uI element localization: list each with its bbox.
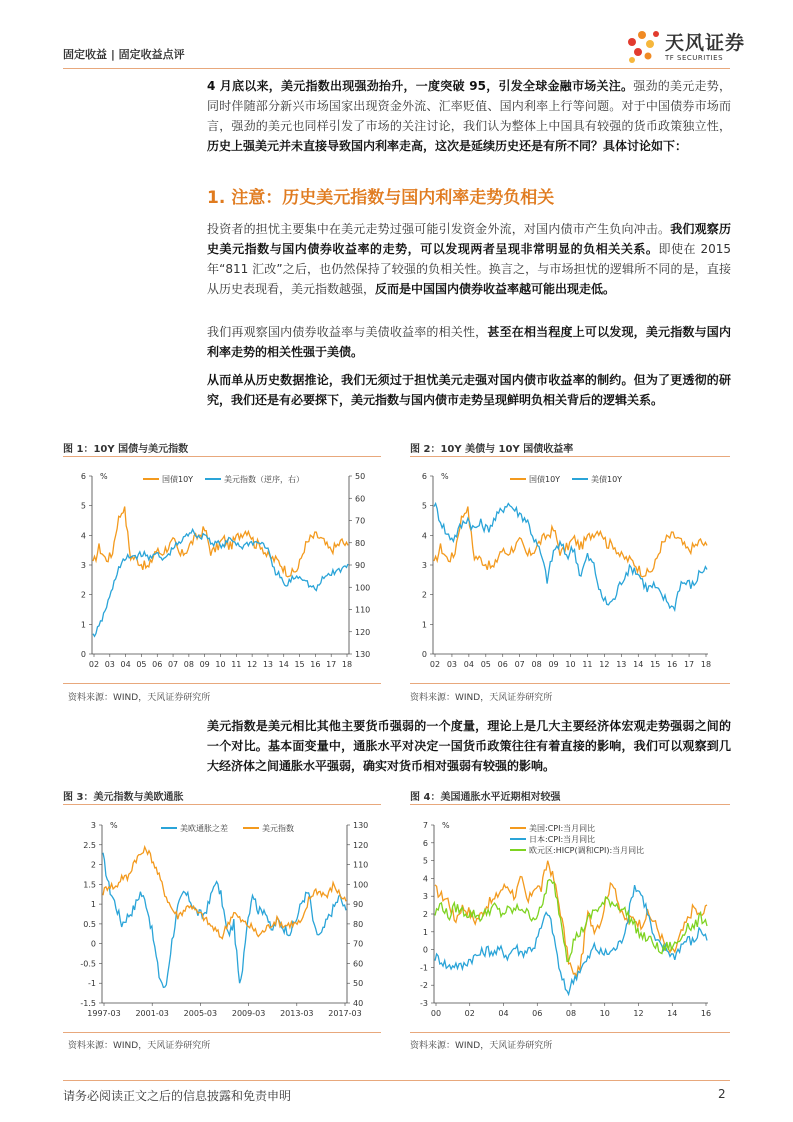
x-tick-label: 08 [183, 660, 194, 669]
footer-divider [63, 1080, 730, 1081]
x-tick-label: 00 [430, 1009, 442, 1018]
y-right-tick-label: 90 [353, 900, 364, 910]
legend-label-0: 国债10Y [529, 475, 561, 484]
fig2-title-line [410, 456, 730, 457]
x-tick-label: 09 [199, 660, 210, 669]
y-tick-label: 0 [80, 650, 86, 659]
y-tick-label: 4 [421, 531, 427, 541]
p2-text-1: 投资者的担忧主要集中在美元走势过强可能引发资金外流，对国内债市产生负向冲击。 [207, 222, 671, 236]
intro-text-1: 强劲的美元走势，同时伴随部分新兴市场国家出现资金外流、汇率贬值、国内利率上行等问题。对于中国债券市场而言，强劲的美元也同样引发了市场的关注讨论，我们认为整体上中国具有较强的货币政策独立性， [207, 79, 731, 133]
y-tick-label: 2.5 [83, 840, 96, 850]
x-tick-label: 07 [167, 660, 179, 669]
paragraph-2 [207, 219, 731, 299]
paragraph-3 [207, 322, 731, 362]
fig3-title-line [63, 804, 381, 805]
y-tick-label: 3 [90, 821, 96, 830]
x-tick-label: 08 [565, 1009, 577, 1018]
y-right-tick-label: 100 [355, 583, 371, 593]
y-right-tick-label: 120 [355, 627, 371, 637]
y-right-tick-label: 50 [353, 979, 364, 989]
y-right-tick-label: 80 [355, 538, 366, 548]
series-line-0 [434, 507, 707, 577]
y-right-tick-label: 130 [353, 821, 369, 830]
x-tick-label: 18 [341, 660, 353, 669]
x-tick-label: 12 [633, 1009, 644, 1018]
fig4-bottom-line [410, 1032, 730, 1033]
y-tick-label: -2 [420, 981, 428, 991]
x-tick-label: 06 [152, 660, 163, 669]
footer-disclaimer: 请务必阅读正文之后的信息披露和免责申明 [63, 1089, 292, 1103]
y-tick-label: 3 [80, 561, 86, 570]
y-right-tick-label: 110 [353, 860, 369, 870]
y-tick-label: -0.5 [80, 959, 96, 969]
y-tick-label: 2 [90, 860, 96, 870]
intro-bold-1: 4 月底以来，美元指数出现强劲抬升，一度突破 95，引发全球金融市场关注。 [207, 79, 634, 93]
fig2-bottom-line [410, 683, 730, 684]
y-tick-label: 3 [421, 561, 427, 570]
header-section-label: 固定收益 | 固定收益点评 [63, 48, 185, 61]
intro-bold-2: 历史上强美元并未直接导致国内利率走高，这次是延续历史还是有所不同？具体讨论如下： [207, 139, 688, 153]
fig3-chart [63, 808, 381, 1026]
y-unit-label: % [100, 472, 108, 481]
fig3-source: 资料来源：WIND，天风证券研究所 [68, 1041, 211, 1051]
y-tick-label: 4 [80, 531, 86, 541]
y-unit-label: % [110, 821, 118, 830]
legend-label-1: 美元指数 [262, 824, 294, 833]
y-tick-label: 1.5 [83, 880, 96, 890]
y-tick-label: 6 [422, 838, 428, 848]
x-tick-label: 09 [548, 660, 559, 669]
y-right-tick-label: 60 [353, 959, 364, 969]
x-tick-label: 02 [429, 660, 441, 669]
x-tick-label: 14 [278, 660, 289, 669]
y-right-tick-label: 70 [355, 516, 366, 526]
y-tick-label: 1 [421, 620, 427, 630]
page-number: 2 [718, 1087, 726, 1101]
fig4-title-line [410, 804, 730, 805]
y-tick-label: -3 [420, 999, 428, 1008]
legend-label-0: 国债10Y [162, 475, 194, 484]
paragraph-4 [207, 370, 731, 410]
fig4-chart [410, 808, 730, 1026]
x-tick-label: 04 [120, 660, 131, 669]
y-tick-label: 1 [422, 927, 428, 937]
y-tick-label: 6 [421, 472, 427, 481]
y-right-tick-label: 60 [355, 494, 366, 504]
section-title: 1. 注意：历史美元指数与国内利率走势负相关 [207, 188, 555, 208]
x-tick-label: 08 [531, 660, 542, 669]
paragraph-5 [207, 716, 731, 776]
p2-text-2: 即使在 2015 年“811 汇改”之后，也仍然保持了较强的负相关性。换言之，与市场担忧的逻辑所不同的是，直接从历史表现看，美元指数越强， [207, 242, 731, 296]
fig2-chart [410, 459, 730, 674]
y-unit-label: % [441, 472, 449, 481]
x-tick-label: 07 [514, 660, 525, 669]
series-line-0 [103, 853, 346, 988]
y-tick-label: 1 [90, 900, 96, 910]
x-tick-label: 16 [700, 1009, 712, 1018]
series-line-1 [103, 847, 346, 939]
fig1-title: 图 1：10Y 国债与美元指数 [63, 444, 189, 455]
series-line-1 [435, 885, 707, 994]
x-tick-label: 17 [326, 660, 337, 669]
y-tick-label: 0 [422, 945, 428, 955]
fig2-title: 图 2：10Y 美债与 10Y 国债收益率 [410, 444, 574, 455]
x-tick-label: 06 [497, 660, 508, 669]
x-tick-label: 02 [464, 1009, 475, 1018]
x-tick-label: 2009-03 [231, 1009, 266, 1018]
p2-bold-2: 反而是中国国内债券收益率越可能出现走低。 [375, 282, 616, 296]
y-tick-label: 5 [422, 856, 428, 866]
y-tick-label: 0 [90, 939, 96, 949]
p2-bold-1: 我们观察历史美元指数与国内债券收益率的走势，可以发现两者呈现非常明显的负相关关系。 [207, 222, 731, 256]
series-line-0 [93, 507, 348, 577]
y-right-tick-label: 90 [355, 561, 366, 570]
x-tick-label: 12 [599, 660, 610, 669]
y-right-tick-label: 130 [355, 650, 371, 659]
x-tick-label: 17 [683, 660, 695, 669]
intro-paragraph [207, 76, 731, 156]
y-tick-label: -1.5 [80, 999, 96, 1008]
x-tick-label: 04 [498, 1009, 509, 1018]
p3-text-1: 我们再观察国内债券收益率与美债收益率的相关性， [207, 325, 488, 339]
y-right-tick-label: 110 [355, 605, 371, 615]
fig4-source: 资料来源：WIND，天风证券研究所 [410, 1041, 553, 1051]
x-tick-label: 10 [599, 1009, 610, 1018]
x-tick-label: 03 [104, 660, 115, 669]
x-tick-label: 15 [294, 660, 305, 669]
x-tick-label: 04 [463, 660, 474, 669]
p3-bold-1: 甚至在相当程度上可以发现，美元指数与国内利率走势的相关性强于美债。 [207, 325, 731, 359]
y-tick-label: 2 [80, 590, 86, 600]
logo-text-en: TF SECURITIES [665, 54, 724, 62]
legend-label-0: 美国:CPI:当月同比 [529, 824, 596, 833]
y-tick-label: 4 [422, 874, 428, 884]
x-tick-label: 06 [532, 1009, 543, 1018]
x-tick-label: 15 [650, 660, 661, 669]
y-tick-label: -1 [420, 963, 428, 973]
p5-bold-1: 美元指数是美元相比其他主要货币强弱的一个度量，理论上是几大主要经济体宏观走势强弱之间的一个对比。基本面变量中，通胀水平对决定一国货币政策往往有着直接的影响，我们可以观察到几大经济体之间通胀水平强弱，确实对货币相对强弱有较强的影响。 [207, 719, 731, 773]
x-tick-label: 2013-03 [280, 1009, 314, 1018]
fig1-title-line [63, 456, 381, 457]
y-right-tick-label: 40 [353, 999, 364, 1008]
x-tick-label: 02 [88, 660, 100, 669]
x-tick-label: 14 [667, 1009, 678, 1018]
x-tick-label: 2017-03 [328, 1009, 362, 1018]
series-line-0 [435, 861, 707, 977]
header-divider [63, 68, 730, 69]
y-tick-label: 2 [422, 910, 428, 919]
y-right-tick-label: 100 [353, 880, 369, 890]
x-tick-label: 16 [667, 660, 678, 669]
x-tick-label: 05 [136, 660, 147, 669]
y-right-tick-label: 70 [353, 939, 364, 949]
x-tick-label: 10 [215, 660, 226, 669]
y-tick-label: 5 [80, 501, 86, 511]
fig2-source: 资料来源：WIND，天风证券研究所 [410, 693, 553, 703]
y-tick-label: -1 [88, 979, 96, 989]
fig4-title: 图 4：美国通胀水平近期相对较强 [410, 792, 561, 803]
x-tick-label: 13 [262, 660, 274, 669]
y-unit-label: % [442, 821, 450, 830]
x-tick-label: 05 [480, 660, 491, 669]
legend-label-1: 美债10Y [591, 475, 623, 484]
y-tick-label: 5 [421, 501, 427, 511]
y-right-tick-label: 120 [353, 840, 369, 850]
fig1-bottom-line [63, 683, 381, 684]
x-tick-label: 11 [231, 660, 242, 669]
y-tick-label: 7 [422, 821, 428, 830]
y-tick-label: 6 [80, 472, 86, 481]
y-tick-label: 2 [421, 590, 427, 600]
legend-label-1: 美元指数（逆序，右） [224, 475, 304, 484]
x-tick-label: 13 [616, 660, 627, 669]
fig1-source: 资料来源：WIND，天风证券研究所 [68, 693, 211, 703]
y-tick-label: 1 [80, 620, 86, 630]
fig1-chart [63, 459, 381, 674]
x-tick-label: 16 [310, 660, 321, 669]
x-tick-label: 11 [582, 660, 593, 669]
y-tick-label: 3 [422, 892, 428, 902]
p4-bold-1: 从而单从历史数据推论，我们无须过于担忧美元走强对国内债市收益率的制约。但为了更透彻的研究，我们还是有必要探下，美元指数与国内债市走势呈现鲜明负相关背后的逻辑关系。 [207, 373, 731, 407]
y-tick-label: 0.5 [83, 919, 96, 929]
legend-label-2: 欧元区:HICP(调和CPI):当月同比 [529, 846, 645, 855]
x-tick-label: 12 [247, 660, 258, 669]
x-tick-label: 2001-03 [135, 1009, 169, 1018]
series-line-1 [434, 504, 707, 611]
legend-label-0: 美欧通胀之差 [180, 824, 228, 833]
x-tick-label: 1997-03 [87, 1009, 121, 1018]
x-tick-label: 18 [700, 660, 712, 669]
x-tick-label: 10 [565, 660, 576, 669]
fig3-bottom-line [63, 1032, 381, 1033]
y-tick-label: 0 [421, 650, 427, 659]
y-right-tick-label: 80 [353, 919, 364, 929]
y-right-tick-label: 50 [355, 472, 366, 481]
x-tick-label: 2005-03 [183, 1009, 218, 1018]
fig3-title: 图 3：美元指数与美欧通胀 [63, 792, 184, 803]
x-tick-label: 14 [633, 660, 644, 669]
legend-label-1: 日本:CPI:当月同比 [529, 835, 596, 844]
x-tick-label: 03 [446, 660, 458, 669]
logo-text-cn: 天风证券 [665, 32, 746, 54]
series-line-1 [93, 529, 348, 636]
